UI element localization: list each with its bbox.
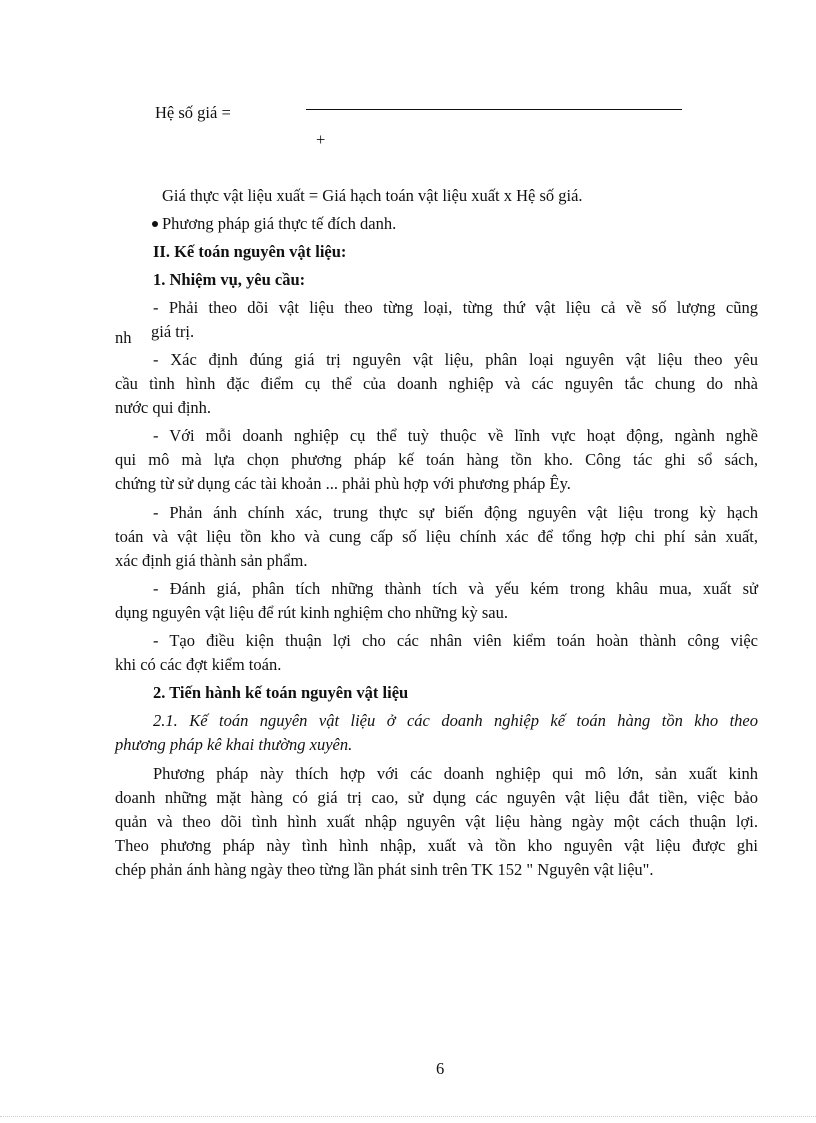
paragraph-line: - Phải theo dõi vật liệu theo từng loại, từng thứ vật liệu cả về số lượng cũng (153, 298, 758, 317)
paragraph-line: nước qui định. (115, 398, 212, 417)
paragraph-line: chép phản ánh hàng ngày theo từng lần phát sinh trên TK 152 " Nguyên vật liệu". (115, 860, 654, 879)
subheading-procedure: 2. Tiến hành kế toán nguyên vật liệu (153, 683, 409, 702)
paragraph-line: toán và vật liệu tồn kho và cung cấp số liệu chính xác để tổng hợp chi phí sản xuất, (115, 527, 758, 546)
paragraph-line: xác định giá thành sản phẩm. (115, 551, 308, 570)
actual-price-formula: Giá thực vật liệu xuất = Giá hạch toán vật liệu xuất x Hệ số giá. (162, 186, 583, 205)
paragraph-line: - Xác định đúng giá trị nguyên vật liệu, phân loại nguyên vật liệu theo yêu (153, 350, 758, 369)
paragraph-line: qui mô mà lựa chọn phương pháp kế toán hàng tồn kho. Công tác ghi sổ sách, (115, 450, 758, 469)
bullet-text: Phương pháp giá thực tế đích danh. (162, 214, 397, 233)
page-number: 6 (436, 1059, 445, 1078)
fraction-line (306, 109, 682, 110)
paragraph-line: - Với mỗi doanh nghiệp cụ thể tuỳ thuộc về lĩnh vực hoạt động, ngành nghề (153, 426, 758, 445)
paragraph-line: cầu tình hình đặc điểm cụ thể của doanh nghiệp và các nguyên tắc chung do nhà (115, 374, 758, 393)
paragraph-line: dụng nguyên vật liệu để rút kinh nghiệm cho những kỳ sau. (115, 603, 508, 622)
paragraph-line: quản và theo dõi tình hình xuất nhập nguyên vật liệu hàng ngày một cách thuận lợi. (115, 812, 758, 831)
subheading-duties: 1. Nhiệm vụ, yêu cầu: (153, 270, 306, 289)
paragraph-line: khi có các đợt kiểm toán. (115, 655, 282, 674)
bullet-item (152, 214, 396, 234)
paragraph-line: - Tạo điều kiện thuận lợi cho các nhân viên kiểm toán hoàn thành công việc (153, 631, 758, 650)
italic-subheading-line: phương pháp kê khai thường xuyên. (115, 735, 353, 754)
bullet-icon (152, 221, 158, 227)
paragraph-line: - Đánh giá, phân tích những thành tích và yếu kém trong khâu mua, xuất sử (153, 579, 758, 598)
wrapped-fragment: nh (115, 328, 132, 347)
plus-sign: + (316, 130, 326, 149)
paragraph-line: chứng từ sử dụng các tài khoản ... phải phù hợp với phương pháp Êy. (115, 474, 571, 493)
italic-subheading-line: 2.1. Kế toán nguyên vật liệu ở các doanh nghiệp kế toán hàng tồn kho theo (153, 711, 758, 730)
paragraph-line: Phương pháp này thích hợp với các doanh nghiệp qui mô lớn, sản xuất kinh (153, 764, 758, 783)
page-bottom-divider (0, 1116, 816, 1117)
price-coefficient-label: Hệ số giá = (155, 103, 231, 122)
paragraph-line: Theo phương pháp này tình hình nhập, xuất và tồn kho nguyên vật liệu được ghi (115, 836, 758, 855)
section-heading: II. Kế toán nguyên vật liệu: (153, 242, 347, 261)
paragraph-line: giá trị. (151, 322, 195, 341)
paragraph-line: - Phản ánh chính xác, trung thực sự biến động nguyên vật liệu trong kỳ hạch (153, 503, 758, 522)
paragraph-line: doanh những mặt hàng có giá trị cao, sử dụng các nguyên vật liệu đắt tiền, việc bảo (115, 788, 758, 807)
